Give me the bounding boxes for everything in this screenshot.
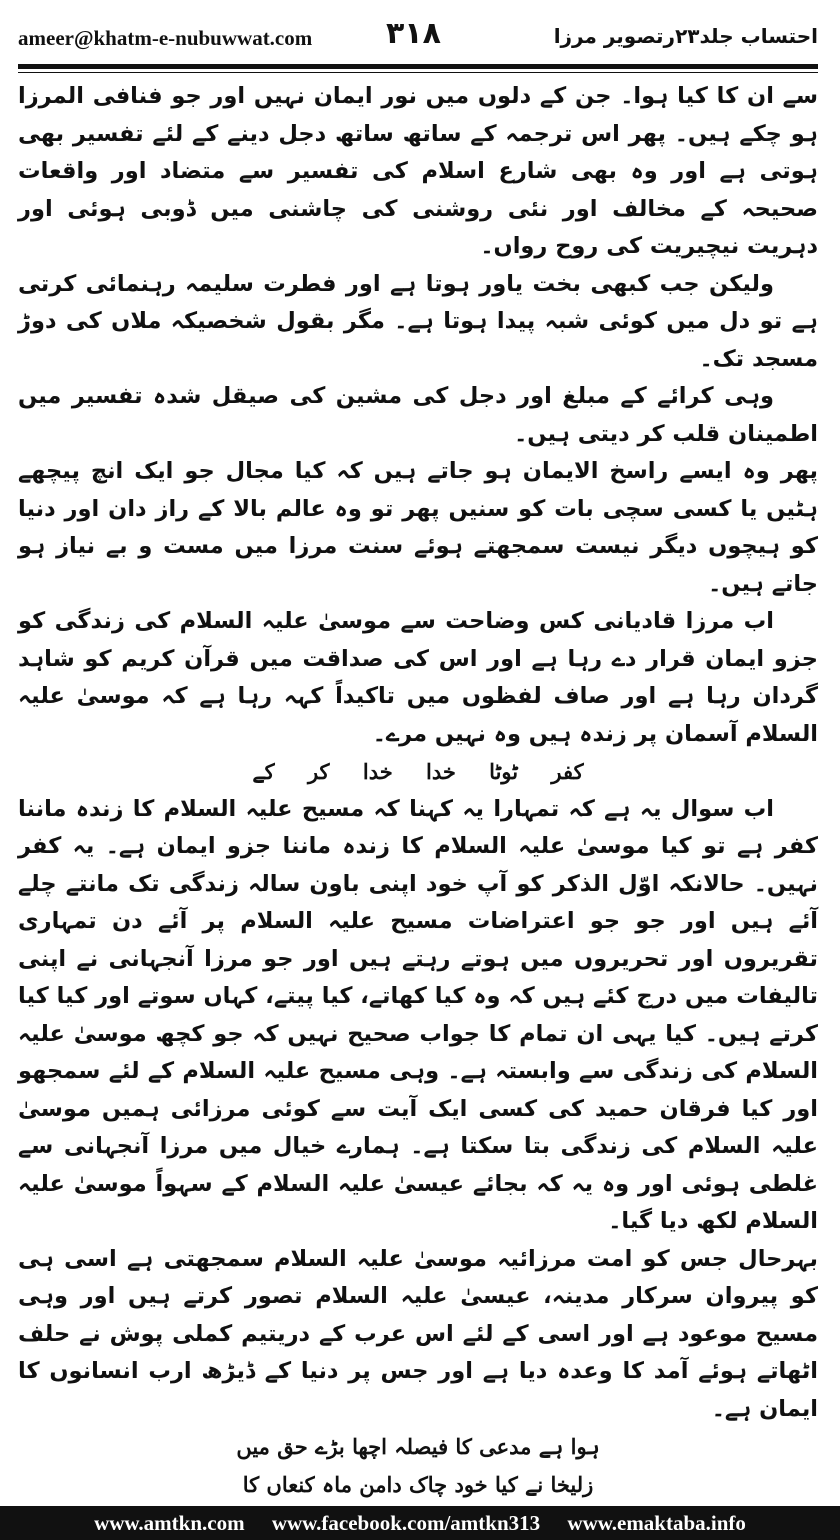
verse-line: کفر ٹوٹا خدا خدا کر کے [252,759,584,784]
paragraph-1: سے ان کا کیا ہوا۔ جن کے دلوں میں نور ایمان نہیں اور جو فنافی المرزا ہو چکے ہیں۔ پھر اس ترجمہ کے ساتھ ساتھ دجل دینے کے لئے تفسیر بھی ہوتی ہے اور وہ بھی شارع اسلام کی تفسیر سے متضاد اور واقعات صحیحہ کے مخالف اور نئی روشنی کی چاشنی میں ڈوبی ہوئی اور دہریت نیچیریت کی روح رواں۔ [18,83,818,259]
paragraph-2: ولیکن جب کبھی بخت یاور ہوتا ہے اور فطرت سلیمہ رہنمائی کرتی ہے تو دل میں کوئی شبہ پیدا ہوتا ہے۔ مگر بقول شخصیکہ ملاں کی دوڑ مسجد تک۔ [18,270,818,372]
header-divider-thin [18,72,818,73]
paragraph-6: اب سوال یہ ہے کہ تمہارا یہ کہنا کہ مسیح علیہ السلام کا زندہ ماننا کفر ہے تو کیا موسیٰ علیہ السلام کا زندہ ماننا جزو ایمان ہے۔ یہ کفر نہیں۔ حالانکہ اوّل الذکر کو آپ خود اپنی باون سالہ زندگی تک مانتے چلے آئے ہیں اور جو جو اعتراضات مسیح علیہ السلام پر آئے دن تمہاری تقریروں اور تحریروں میں ہوتے رہتے ہیں اور جو مرزا آنجہانی نے اپنی تالیفات میں درج کئے ہیں کہ وہ کیا کھاتے، کیا پیتے، کہاں سوتے اور کیا کیا کرتے ہیں۔ کیا یہی ان تمام کا جواب صحیح نہیں کہ جو کچھ موسیٰ علیہ السلام کی زندگی سے وابستہ ہے۔ وہی مسیح علیہ السلام کے لئے سمجھو اور کیا فرقان حمید کی کسی ایک آیت سے کوئی مرزائی ہمیں موسیٰ علیہ السلام کی زندگی بتا سکتا ہے۔ ہمارے خیال میں مرزا آنجہانی سے غلطی ہوئی اور وہ یہ کہ بجائے عیسیٰ علیہ السلام کے سہواً موسیٰ علیہ السلام لکھ دیا گیا۔ [18,795,818,1234]
couplet-line-1: ہوا ہے مدعی کا فیصلہ اچھا بڑے حق میں [236,1434,600,1459]
paragraph-3: وہی کرائے کے مبلغ اور دجل کی مشین کی صیقل شدہ تفسیر میں اطمینان قلب کر دیتی ہیں۔ [18,383,818,447]
header-email: ameer@khatm-e-nubuwwat.com [18,26,313,50]
page-number: ۳۱۸ [386,16,441,51]
footer-link-website[interactable]: www.amtkn.com [94,1511,245,1535]
page-body [18,78,818,1503]
footer-link-emaktaba[interactable]: www.emaktaba.info [567,1511,746,1535]
page-header [18,12,818,60]
paragraph-5: اب مرزا قادیانی کس وضاحت سے موسیٰ علیہ السلام کی زندگی کو جزو ایمان قرار دے رہا ہے اور اس کی صداقت میں قرآن کریم کو شاہد گردان رہا ہے اور صاف لفظوں میں تاکیداً کہہ رہا ہے کہ موسیٰ علیہ السلام آسمان پر زندہ ہیں وہ نہیں مرے۔ [18,608,818,747]
footer-bar [0,1506,840,1540]
header-divider-thick [18,64,818,69]
footer-link-facebook[interactable]: www.facebook.com/amtkn313 [271,1511,541,1535]
paragraph-7: بہرحال جس کو امت مرزائیہ موسیٰ علیہ السلام سمجھتی ہے اسی ہی کو پیروان سرکار مدینہ، عیسیٰ علیہ السلام تصور کرتے ہیں اور وہی مسیح موعود ہے اور اسی کے لئے اس عرب کے دریتیم کملی پوش نے حلف اٹھاتے ہوئے آمد کا وعدہ دیا ہے اور جس پر دنیا کے ڈیڑھ ارب انسانوں کا ایمان ہے۔ [18,1245,818,1422]
couplet-line-2: زلیخا نے کیا خود چاک دامن ماہ کنعاں کا [242,1471,594,1497]
paragraph-4: پھر وہ ایسے راسخ الایمان ہو جاتے ہیں کہ کیا مجال جو ایک انچ پیچھے ہٹیں یا کسی سچی بات کو سنیں پھر تو وہ عالم بالا کے راز دان اور دنیا کو ہیچوں دیگر نیست سمجھتے ہوئے سنت مرزا میں مست و بے نیاز ہو جاتے ہیں۔ [18,458,818,597]
running-title: احتساب جلد۲۳رتصویر مرزا [553,24,818,48]
